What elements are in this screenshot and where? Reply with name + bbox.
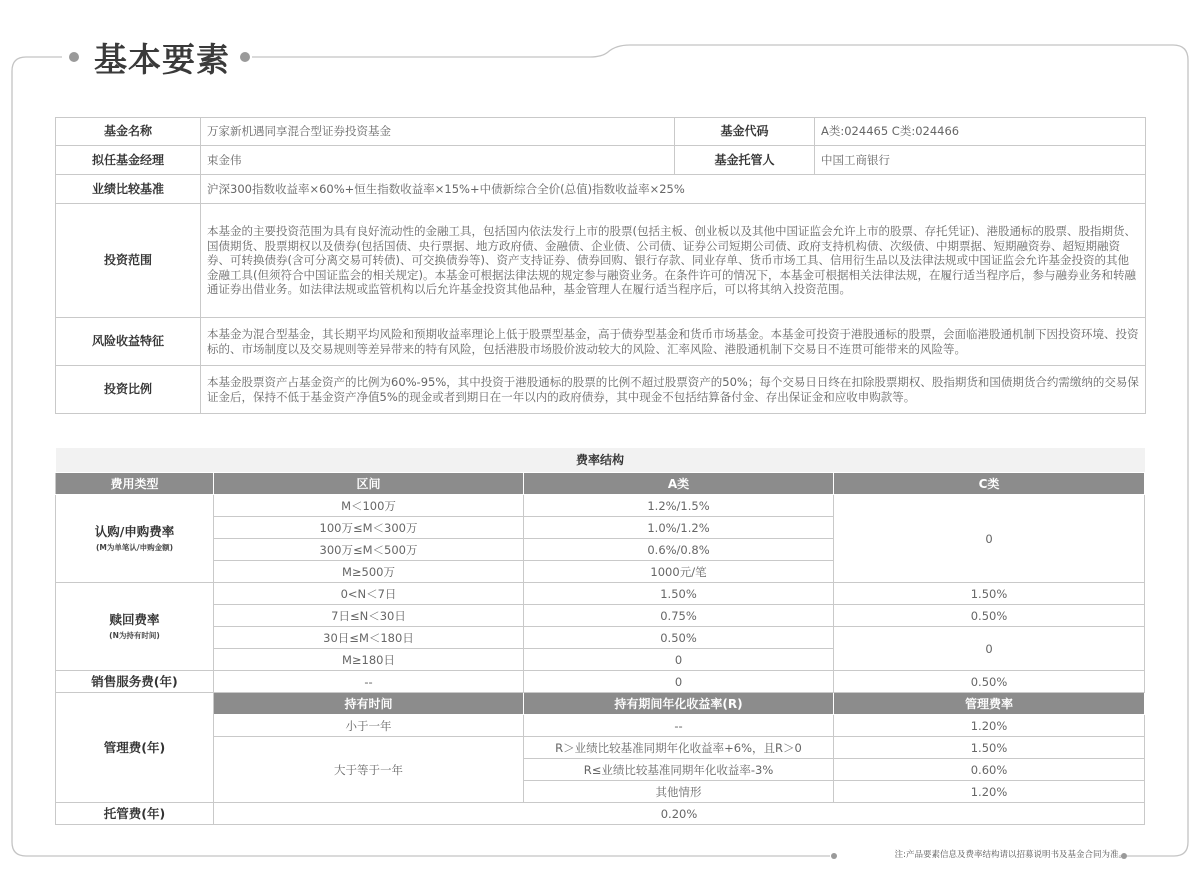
hold-time-cell: 大于等于一年: [214, 737, 524, 803]
hold-time-cell: 小于一年: [214, 715, 524, 737]
class-c-cell: 1.50%: [834, 583, 1145, 605]
range-cell: M≥500万: [214, 561, 524, 583]
subscribe-fee-note: (M为单笔认/申购金额): [95, 543, 174, 552]
class-c-cell: 0: [834, 627, 1145, 671]
row-manager: [56, 146, 1146, 175]
table-row: [56, 715, 1145, 737]
range-cell: M＜100万: [214, 495, 524, 517]
table-row: [56, 737, 1145, 759]
row-benchmark: [56, 175, 1146, 204]
table-row: [56, 583, 1145, 605]
manager-label: 拟任基金经理: [56, 146, 201, 175]
footnote: 注:产品要素信息及费率结构请以招募说明书及基金合同为准。: [894, 850, 1127, 860]
class-a-cell: 0.6%/0.8%: [524, 539, 834, 561]
management-fee-label: 管理费(年): [56, 693, 214, 803]
risk-label: 风险收益特征: [56, 318, 201, 366]
class-a-cell: 1.50%: [524, 583, 834, 605]
table-row: [56, 627, 1145, 649]
class-a-cell: 1.0%/1.2%: [524, 517, 834, 539]
title-dot-right: [240, 52, 250, 62]
range-cell: 30日≤M＜180日: [214, 627, 524, 649]
header-range: 区间: [214, 473, 524, 495]
management-rate-cell: 0.60%: [834, 759, 1145, 781]
row-scope: [56, 204, 1146, 318]
redeem-fee-label: 赎回费率: [109, 612, 160, 627]
fund-code-value: A类:024465 C类:024466: [815, 118, 1146, 146]
fund-code-label: 基金代码: [675, 118, 815, 146]
risk-value: 本基金为混合型基金，其长期平均风险和预期收益率理论上低于股票型基金，高于债券型基金和货币市场基金。本基金可投资于港股通标的股票，会面临港股通机制下因投资环境、投资标的、市场制度以及交易规则等差异带来的特有风险，包括港股市场股价波动较大的风险、汇率风险、港股通机制下交易日不连贯可能带来的风险等。: [201, 318, 1146, 366]
management-rate-cell: 1.20%: [834, 715, 1145, 737]
class-a-cell: 1000元/笔: [524, 561, 834, 583]
redeem-fee-note: (N为持有时间): [109, 631, 160, 640]
basic-info-table: [55, 117, 1146, 414]
subscribe-fee-label: 认购/申购费率: [94, 524, 175, 539]
fee-structure-table: [55, 448, 1145, 825]
fee-caption-row: [56, 448, 1145, 473]
table-row: [56, 671, 1145, 693]
table-row: [56, 803, 1145, 825]
range-cell: 0<N＜7日: [214, 583, 524, 605]
fee-caption: 费率结构: [56, 448, 1145, 473]
class-a-cell: 0.75%: [524, 605, 834, 627]
sales-fee-label: 销售服务费(年): [56, 671, 214, 693]
range-cell: 100万≤M＜300万: [214, 517, 524, 539]
section-title: 基本要素: [94, 40, 230, 79]
scope-label: 投资范围: [56, 204, 201, 318]
table-row: [56, 605, 1145, 627]
header-management-rate: 管理费率: [834, 693, 1145, 715]
range-cell: --: [214, 671, 524, 693]
range-cell: 300万≤M＜500万: [214, 539, 524, 561]
header-class-a: A类: [524, 473, 834, 495]
benchmark-label: 业绩比较基准: [56, 175, 201, 204]
row-risk: [56, 318, 1146, 366]
manager-value: 束金伟: [201, 146, 675, 175]
management-rate-cell: 1.20%: [834, 781, 1145, 803]
class-a-cell: 0.50%: [524, 627, 834, 649]
custody-fee-label: 托管费(年): [56, 803, 214, 825]
management-header-row: [56, 693, 1145, 715]
title-dot-left: [69, 52, 79, 62]
row-fund-name: [56, 118, 1146, 146]
header-fee-type: 费用类型: [56, 473, 214, 495]
return-cell: --: [524, 715, 834, 737]
note-dot-left: [831, 853, 837, 859]
range-cell: M≥180日: [214, 649, 524, 671]
management-rate-cell: 1.50%: [834, 737, 1145, 759]
header-class-c: C类: [834, 473, 1145, 495]
fund-name-label: 基金名称: [56, 118, 201, 146]
class-a-cell: 1.2%/1.5%: [524, 495, 834, 517]
custodian-label: 基金托管人: [675, 146, 815, 175]
return-cell: R≤业绩比较基准同期年化收益率-3%: [524, 759, 834, 781]
custody-fee-value: 0.20%: [214, 803, 1145, 825]
benchmark-value: 沪深300指数收益率×60%+恒生指数收益率×15%+中债新综合全价(总值)指数收益率×25%: [201, 175, 1146, 204]
class-a-cell: 0: [524, 649, 834, 671]
class-c-cell: 0.50%: [834, 605, 1145, 627]
table-row: [56, 495, 1145, 517]
subscribe-fee-category: [56, 495, 214, 583]
header-return: 持有期间年化收益率(R): [524, 693, 834, 715]
return-cell: R＞业绩比较基准同期年化收益率+6%，且R＞0: [524, 737, 834, 759]
class-c-cell: 0.50%: [834, 671, 1145, 693]
custodian-value: 中国工商银行: [815, 146, 1146, 175]
range-cell: 7日≤N＜30日: [214, 605, 524, 627]
fee-header-row: [56, 473, 1145, 495]
class-a-cell: 0: [524, 671, 834, 693]
scope-value: 本基金的主要投资范围为具有良好流动性的金融工具，包括国内依法发行上市的股票(包括主板、创业板以及其他中国证监会允许上市的股票、存托凭证)、港股通标的股票、股指期货、国债期货、股票期权以及债券(包括国债、央行票据、地方政府债、金融债、企业债、公司债、证券公司短期公司债、政府支持机构债、次级债、中期票据、短期融资券、超短期融资券、可转换债券(含可分离交易可转债)、可交换债券等)、资产支持证券、债券回购、银行存款、同业存单、货币市场工具、信用衍生品以及法律法规或中国证监会允许基金投资的其他金融工具(但须符合中国证监会的相关规定)。本基金可根据法律法规的规定参与融资业务。在条件许可的情况下，本基金可根据相关法律法规，在履行适当程序后，参与融券业务和转融通证券出借业务。如法律法规或监管机构以后允许基金投资其他品种，基金管理人在履行适当程序后，可以将其纳入投资范围。: [201, 204, 1146, 318]
ratio-value: 本基金股票资产占基金资产的比例为60%-95%，其中投资于港股通标的股票的比例不超过股票资产的50%；每个交易日日终在扣除股票期权、股指期货和国债期货合约需缴纳的交易保证金后，保持不低于基金资产净值5%的现金或者到期日在一年以内的政府债券，其中现金不包括结算备付金、存出保证金和应收申购款等。: [201, 366, 1146, 414]
class-c-cell: 0: [834, 495, 1145, 583]
header-hold-time: 持有时间: [214, 693, 524, 715]
row-ratio: [56, 366, 1146, 414]
fund-name-value: 万家新机遇同享混合型证券投资基金: [201, 118, 675, 146]
return-cell: 其他情形: [524, 781, 834, 803]
ratio-label: 投资比例: [56, 366, 201, 414]
redeem-fee-category: [56, 583, 214, 671]
